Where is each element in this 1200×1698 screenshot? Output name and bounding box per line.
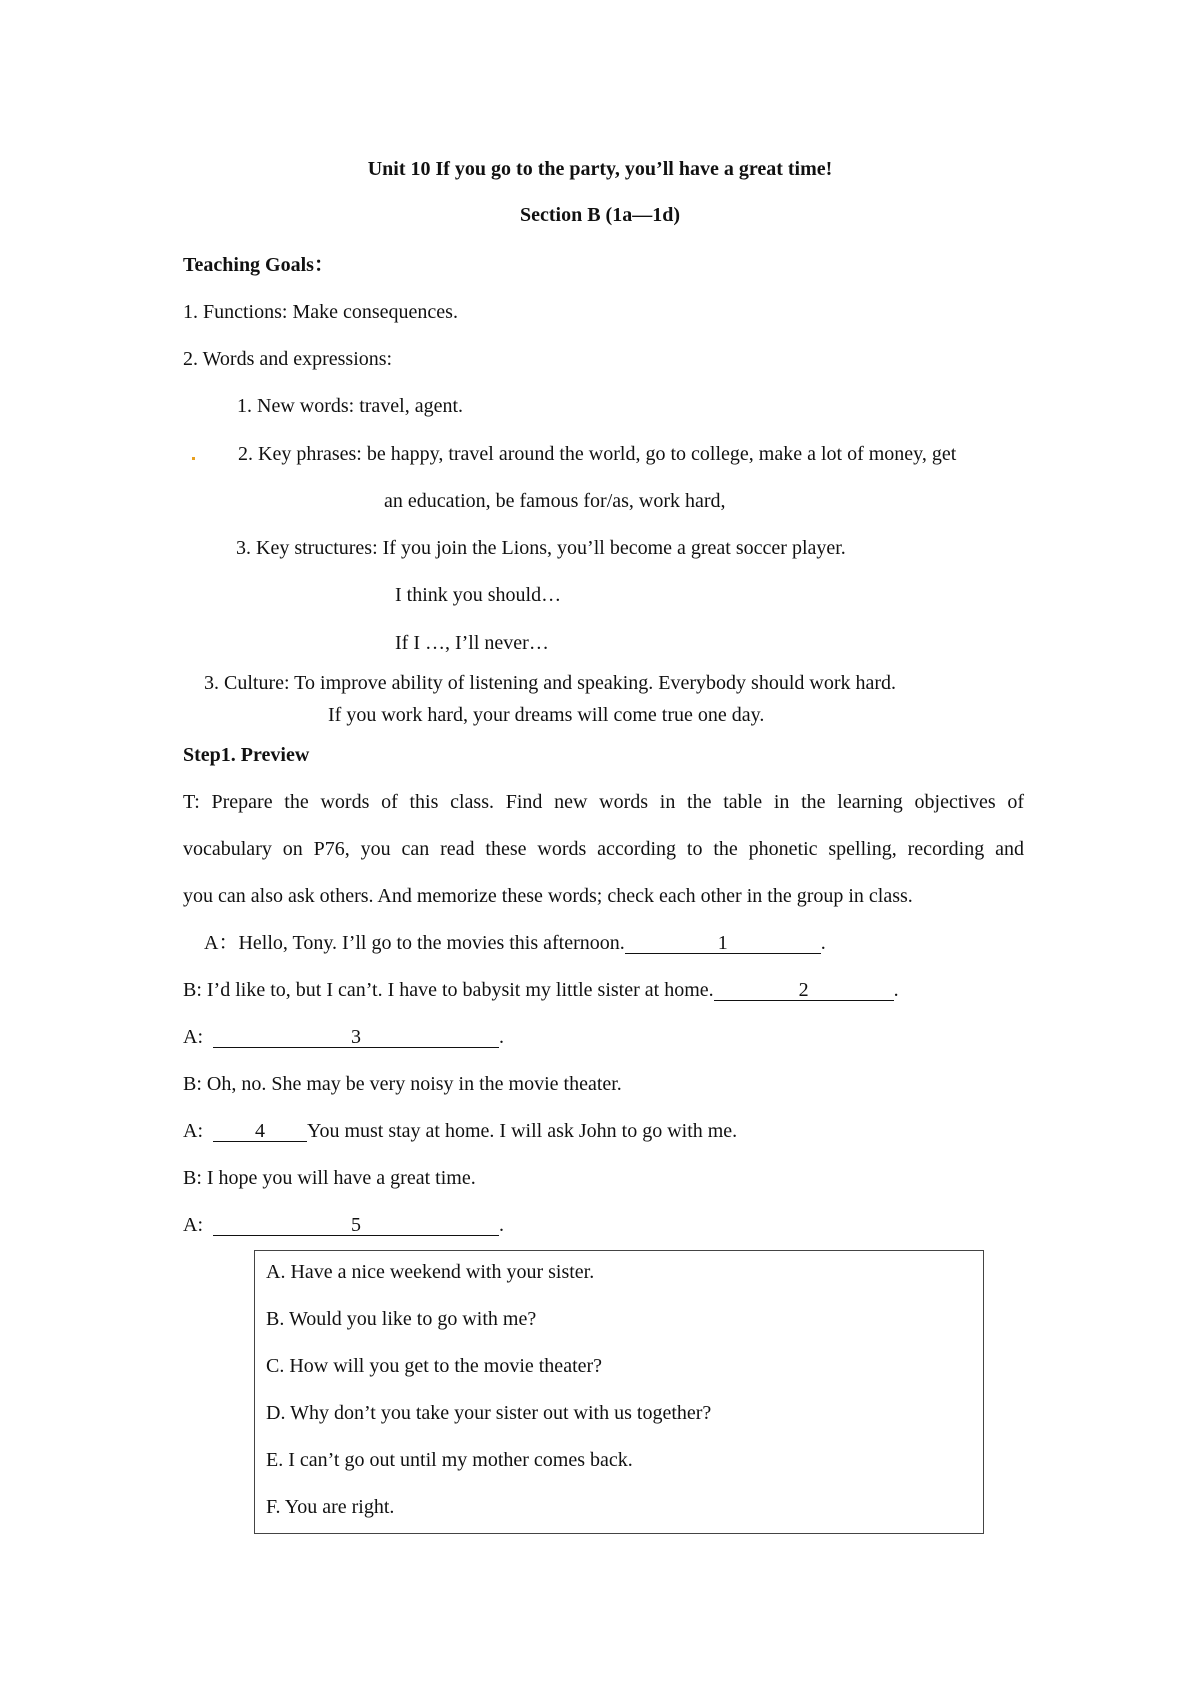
- option-a: A. Have a nice weekend with your sister.: [266, 1261, 595, 1283]
- period: .: [499, 1026, 504, 1048]
- dialogue-line-4: B: Oh, no. She may be very noisy in the movie theater.: [183, 1073, 622, 1095]
- option-f: F. You are right.: [266, 1496, 395, 1518]
- option-c: C. How will you get to the movie theater?: [266, 1355, 603, 1377]
- goal-key-phrases-line1: 2. Key phrases: be happy, travel around the world, go to college, make a lot of money, get: [238, 443, 957, 465]
- print-speck: [192, 457, 195, 460]
- goal-words-heading: 2. Words and expressions:: [183, 348, 393, 370]
- blank-3[interactable]: 3: [213, 1027, 499, 1048]
- dialogue-line-6: B: I hope you will have a great time.: [183, 1167, 476, 1189]
- goal-key-structures-line3: If I …, I’ll never…: [395, 632, 549, 654]
- blank-2[interactable]: 2: [714, 980, 894, 1001]
- blank-1[interactable]: 1: [625, 933, 821, 954]
- dialogue-line-3: [183, 1025, 504, 1049]
- dialogue-line-1: [204, 931, 826, 955]
- teaching-goals-heading: Teaching Goals：: [183, 254, 334, 276]
- speaker-a: A:: [183, 1214, 203, 1236]
- answer-options-box: [254, 1250, 984, 1534]
- goal-key-structures-line1: 3. Key structures: If you join the Lions, you’ll become a great soccer player.: [236, 537, 846, 559]
- dialogue-line-5-text: You must stay at home. I will ask John to go with me.: [307, 1120, 738, 1142]
- dialogue-line-1-text: A：Hello, Tony. I’ll go to the movies this afternoon.: [204, 932, 625, 954]
- dialogue-line-2-text: B: I’d like to, but I can’t. I have to babysit my little sister at home.: [183, 979, 714, 1001]
- step1-instruction-line3: you can also ask others. And memorize these words; check each other in the group in class.: [183, 885, 913, 907]
- blank-4[interactable]: 4: [213, 1121, 307, 1142]
- goal-key-phrases-line2: an education, be famous for/as, work hard,: [384, 490, 726, 512]
- blank-5[interactable]: 5: [213, 1215, 499, 1236]
- option-d: D. Why don’t you take your sister out with us together?: [266, 1402, 712, 1424]
- goal-functions: 1. Functions: Make consequences.: [183, 301, 458, 323]
- period: .: [820, 932, 826, 954]
- step1-instruction-line2: vocabulary on P76, you can read these words according to the phonetic spelling, recording and: [183, 838, 1024, 860]
- goal-culture-line2: If you work hard, your dreams will come true one day.: [328, 704, 765, 726]
- step1-instruction-line1: T: Prepare the words of this class. Find new words in the table in the learning objectives of: [183, 791, 1024, 813]
- period: .: [499, 1214, 504, 1236]
- dialogue-line-7: [183, 1213, 504, 1237]
- goal-new-words: 1. New words: travel, agent.: [237, 395, 464, 417]
- option-b: B. Would you like to go with me?: [266, 1308, 537, 1330]
- speaker-a: A:: [183, 1026, 203, 1048]
- option-e: E. I can’t go out until my mother comes back.: [266, 1449, 633, 1471]
- page-title: Unit 10 If you go to the party, you’ll have a great time!: [367, 158, 833, 180]
- goal-key-structures-line2: I think you should…: [395, 584, 562, 606]
- speaker-a: A:: [183, 1120, 203, 1142]
- step1-heading: Step1. Preview: [183, 744, 310, 766]
- dialogue-line-5: [183, 1119, 737, 1143]
- section-subtitle: Section B (1a—1d): [520, 204, 680, 226]
- goal-culture-line1: 3. Culture: To improve ability of listening and speaking. Everybody should work hard.: [204, 672, 897, 694]
- period: .: [893, 979, 899, 1001]
- dialogue-line-2: [183, 978, 899, 1002]
